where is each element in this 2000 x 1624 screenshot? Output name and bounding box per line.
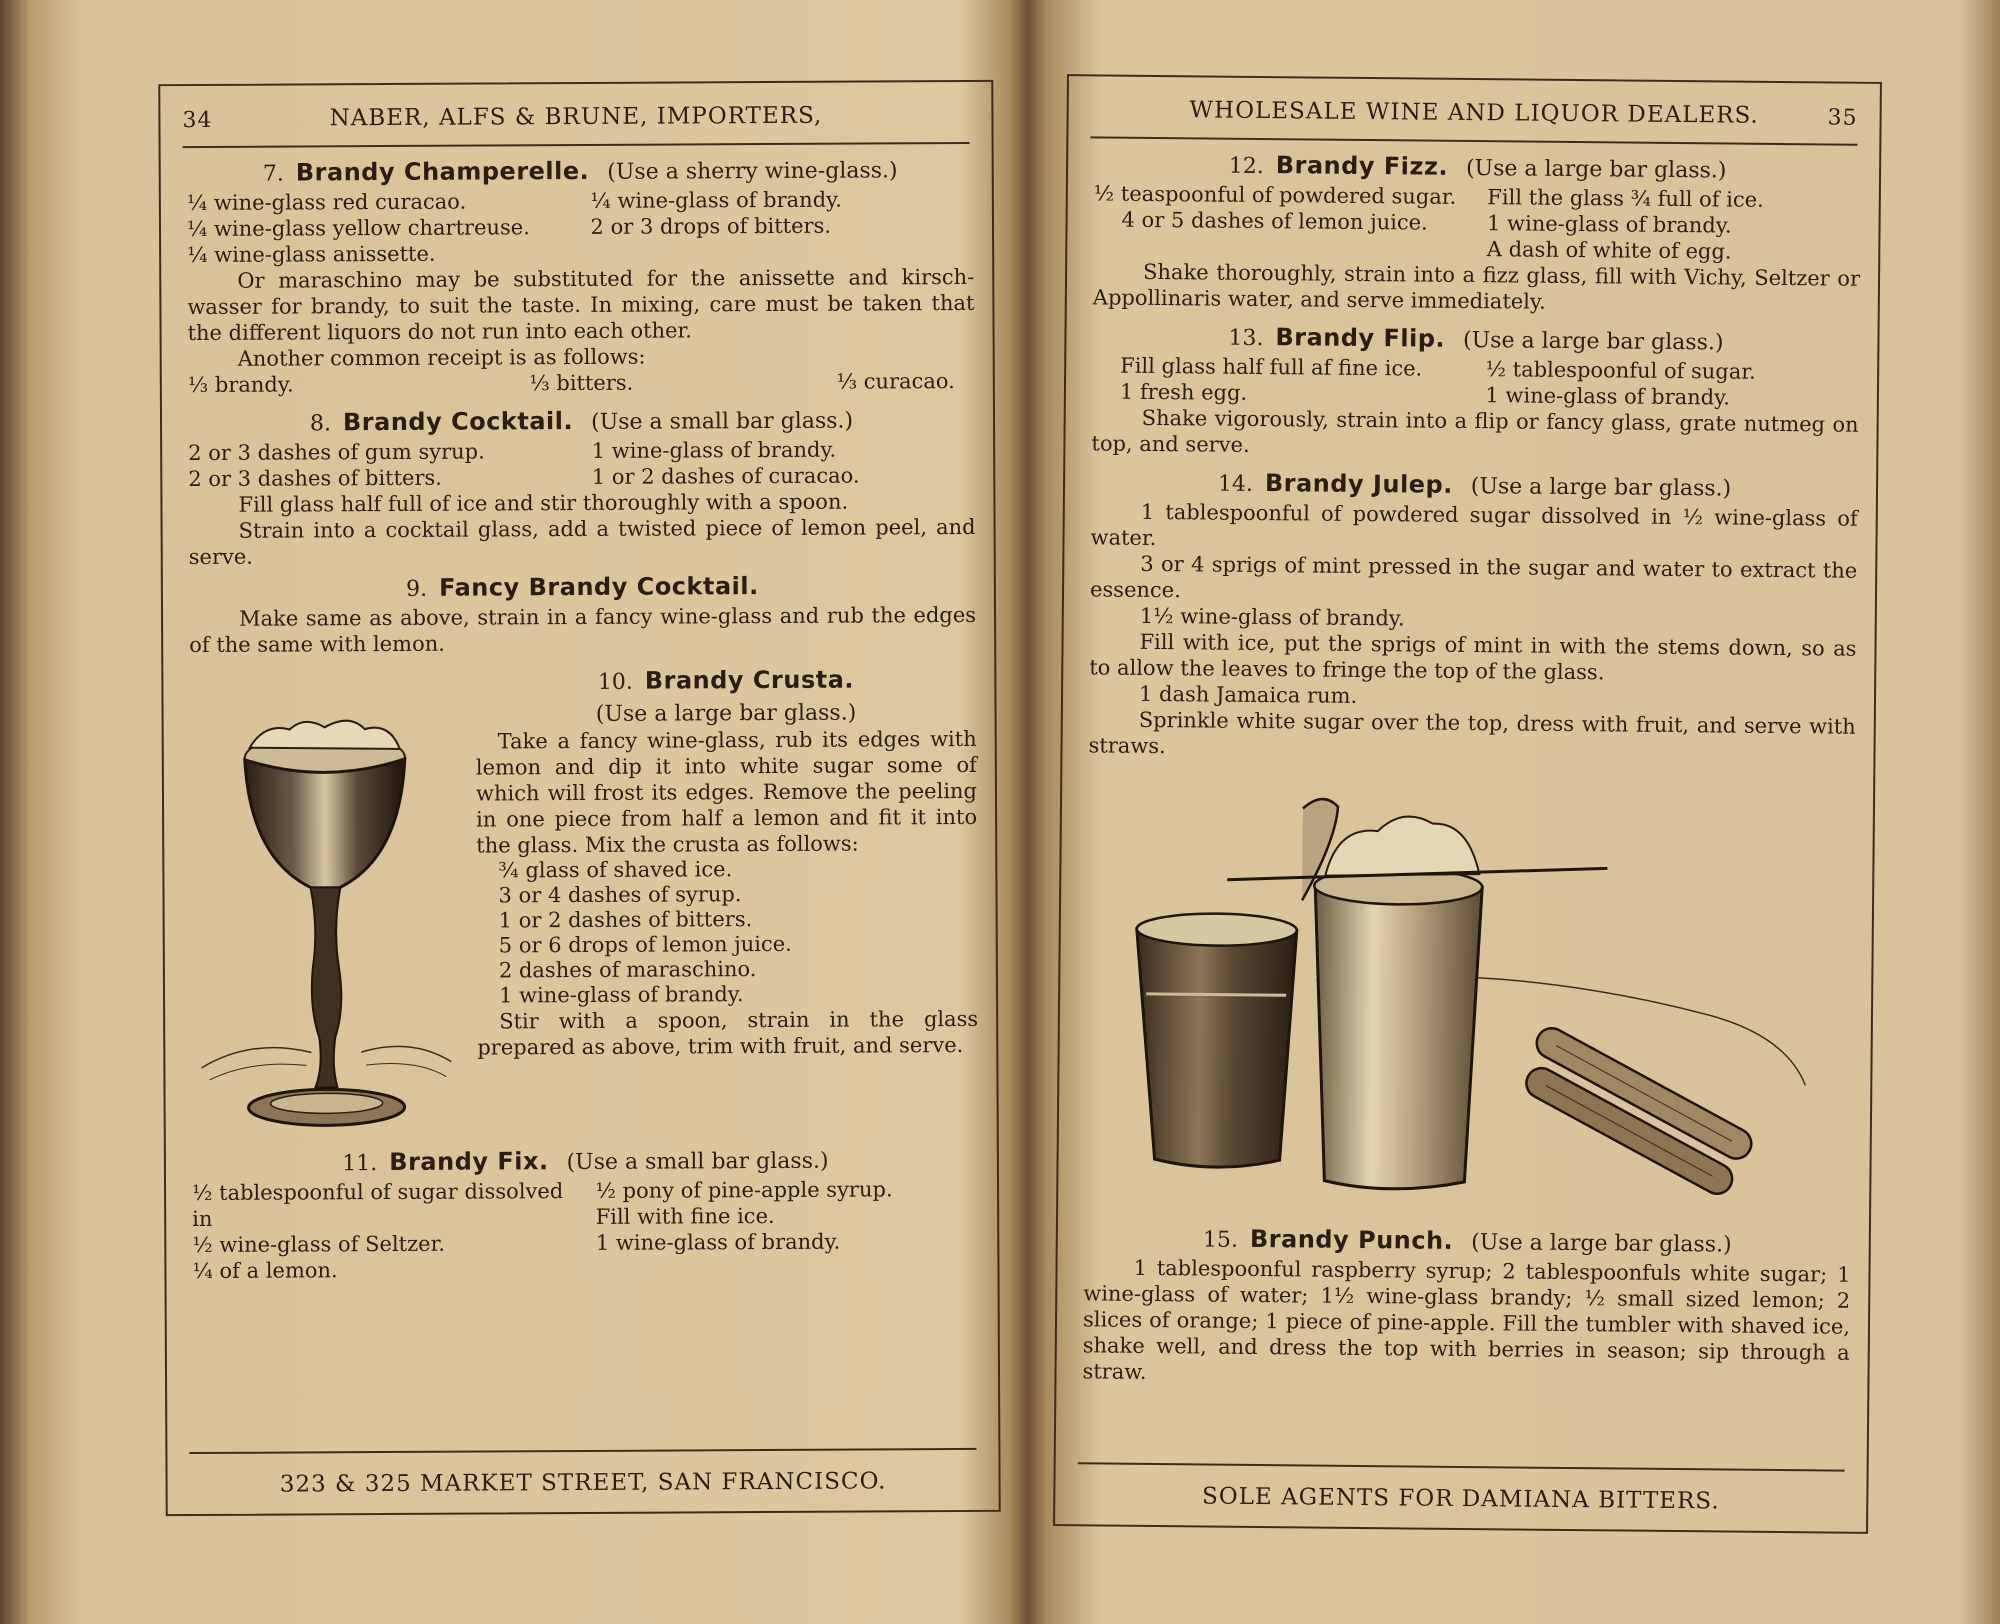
recipe-9-title: 9. Fancy Brandy Cocktail. [406,572,759,602]
right-running-head [1090,76,1858,145]
right-footer: SOLE AGENTS FOR DAMIANA BITTERS. [1077,1462,1845,1531]
recipe-7-title: 7. Brandy Champerelle. (Use a sherry wine-glass.) [262,156,898,187]
right-page-number: 35 [1827,105,1858,131]
recipe-8-title: 8. Brandy Cocktail. (Use a small bar glass.) [309,407,854,437]
recipe-14-title: 14. Brandy Julep. (Use a large bar glass.) [1217,469,1732,502]
recipe-15-title: 15. Brandy Punch. (Use a large bar glass.) [1202,1224,1732,1258]
recipe-15-text: 1 tablespoonful raspberry syrup; 2 tablespoonfuls white sugar; 1 wine-glass of water; 1½ wine-glass brandy; ½ small sized lemon; 2 slices of orange; 1 piece of pine-apple. Fill the tumbler with shaved ice, shake well, and dress the top with berries in season; sip through a straw. [1082,1255,1851,1384]
recipe-10-glass: (Use a large bar glass.) [595,700,857,727]
recipe-9-text: Make same as above, strain in a fancy wine-glass and rub the edges of the same with lemon. [189,602,977,658]
recipe-14-step-5: 1 dash Jamaica rum. [1138,681,1358,708]
right-page-content [1082,144,1861,1391]
recipe-14-step-2: 3 or 4 sprigs of mint pressed in the sugar and water to extract the essence. [1089,551,1858,603]
recipe-12-instructions: Shake thoroughly, strain into a fizz glass, fill with Vichy, Seltzer or Appollinaris water, and serve immediately. [1092,259,1861,314]
left-page [158,80,1000,1516]
recipe-13-title: 13. Brandy Flip. (Use a large bar glass.) [1228,323,1724,356]
recipe-14-step-1: 1 tablespoonful of powdered sugar dissolved in ½ wine-glass of water. [1090,499,1858,551]
recipe-11-title: 11. Brandy Fix. (Use a small bar glass.) [342,1147,829,1177]
wine-glass-illustration [189,667,471,1138]
left-header-text: NABER, ALFS & BRUNE, IMPORTERS, [329,102,823,132]
recipe-10-text [469,664,978,1137]
recipe-7-alt-intro: Another common receipt is as follows: [237,344,646,371]
recipe-13-ingredients: Fill glass half full af fine ice. 1 fresh egg. ½ tablespoonful of sugar. 1 wine-glass of brandy. [1119,353,1756,410]
recipe-10-ingredients: ¾ glass of shaved ice. 3 or 4 dashes of syrup. 1 or 2 dashes of bitters. 5 or 6 drops of lemon juice. 2 dashes of maraschino. 1 wine-glass of brandy. [498,857,792,1008]
left-page-content [187,150,980,1284]
recipe-12-ingredients: ½ teaspoonful of powdered sugar. 4 or 5 dashes of lemon juice. Fill the glass ¾ full of ice. 1 wine-glass of brandy. A dash of white of egg. [1093,181,1764,264]
left-footer: 323 & 325 MARKET STREET, SAN FRANCISCO. [189,1448,976,1514]
recipe-10-instructions: Take a fancy wine-glass, rub its edges with lemon and dip it into white sugar some of which will frost its edges. Remove the peeling in one piece from half a lemon and fit it into the glass. Mix the crusta as follows: [475,726,978,858]
recipe-10-finish: Stir with a spoon, strain in the glass prepared as above, trim with fruit, and serve. [477,1006,979,1060]
recipe-7-alt-ingredients: ⅓ brandy. ⅓ bitters. ⅓ curacao. [187,369,955,398]
left-page-number: 34 [182,107,213,134]
crusta-glass-illustration [189,667,471,1138]
bar-glasses-illustration [1084,778,1858,1215]
recipe-10-block [189,664,978,1138]
recipe-8-ingredients: 2 or 3 dashes of gum syrup. 2 or 3 dashes of bitters. 1 wine-glass of brandy. 1 or 2 dashes of curacao. [188,437,860,492]
recipe-11-ingredients: ½ tablespoonful of sugar dissolved in ½ wine-glass of Seltzer. ¼ of a lemon. ½ pony of pine-apple syrup. Fill with fine ice. 1 wine-glass of brandy. [192,1177,893,1284]
recipe-7-note: Or maraschino may be substituted for the anissette and kirsch-wasser for brandy, to suit the taste. In mixing, care must be taken that the different liquors do not run into each other. [187,264,975,346]
recipe-14-step-6: Sprinkle white sugar over the top, dress with fruit, and serve with straws. [1088,707,1856,759]
recipe-14-step-4: Fill with ice, put the sprigs of mint in with the stems down, so as to allow the leaves to fringe the top of the glass. [1089,629,1857,685]
recipe-10-title: 10. Brandy Crusta. [597,665,855,695]
recipe-12-title: 12. Brandy Fizz. (Use a large bar glass.) [1228,151,1727,184]
right-header-text: WHOLESALE WINE AND LIQUOR DEALERS. [1189,97,1759,129]
recipe-8-step-2: Strain into a cocktail glass, add a twisted piece of lemon peel, and serve. [188,514,976,570]
left-running-head [182,82,969,148]
recipe-7-ingredients: ¼ wine-glass red curacao. ¼ wine-glass yellow chartreuse. ¼ wine-glass anissette. ¼ wine-glass of brandy. 2 or 3 drops of bitters. [186,187,842,268]
recipe-13-instructions: Shake vigorously, strain into a flip or fancy glass, grate nutmeg on top, and serve. [1091,405,1859,457]
recipe-14-step-3: 1½ wine-glass of brandy. [1139,603,1405,631]
recipe-8-step-1: Fill glass half full of ice and stir thoroughly with a spoon. [238,489,849,517]
punch-illustration [1084,778,1855,1215]
right-page [1053,74,1882,1534]
